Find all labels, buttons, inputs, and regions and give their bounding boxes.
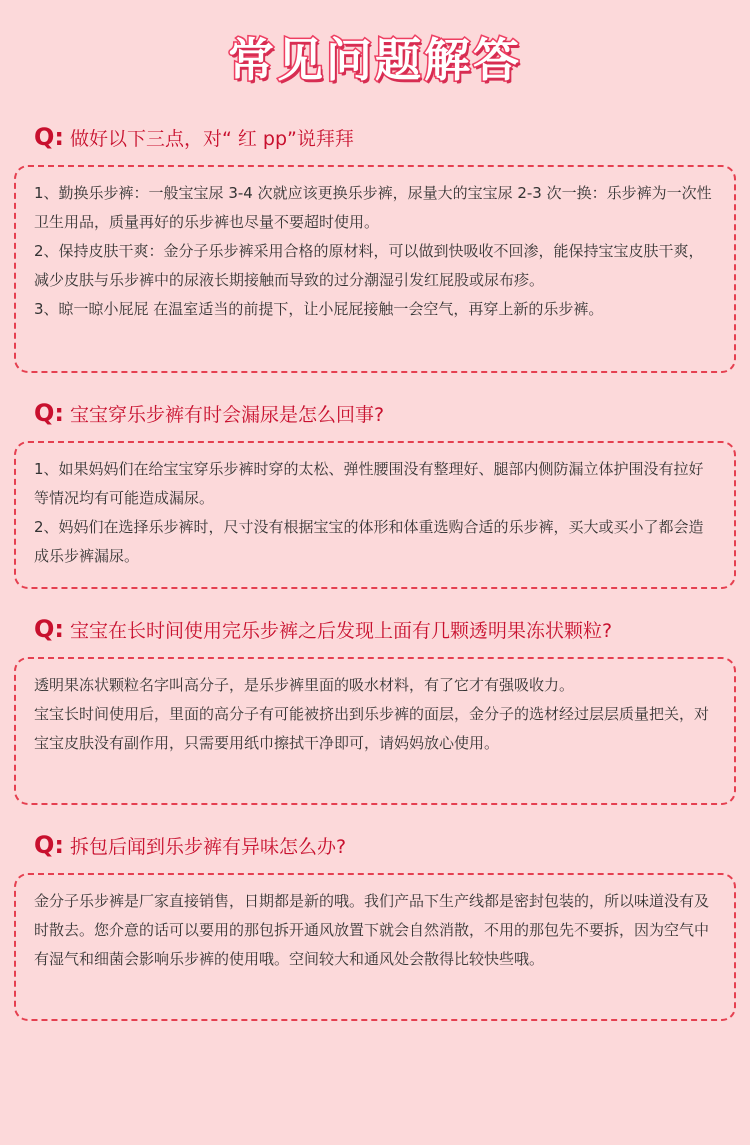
question-text: 做好以下三点，对“ 红 pp”说拜拜 <box>70 127 354 150</box>
answer-box <box>14 873 736 1021</box>
answer-paragraph: 2、保持皮肤干爽：金分子乐步裤采用合格的原材料，可以做到快吸收不回渗，能保持宝宝皮肤干爽，减少皮肤与乐步裤中的尿液长期接触而导致的过分潮湿引发红屁股或尿布疹。 <box>34 242 704 289</box>
answer-box <box>14 657 736 805</box>
faq-question <box>14 609 736 649</box>
answer-paragraph: 2、妈妈们在选择乐步裤时，尺寸没有根据宝宝的体形和体重选购合适的乐步裤，买大或买小了都会造成乐步裤漏尿。 <box>34 518 704 565</box>
faq-question <box>14 825 736 865</box>
answer-paragraph: 金分子乐步裤是厂家直接销售，日期都是新的哦。我们产品下生产线都是密封包装的，所以味道没有及时散去。您介意的话可以要用的那包拆开通风放置下就会自然消散，不用的那包先不要拆，因为空气中有湿气和细菌会影响乐步裤的使用哦。空间较大和通风处会散得比较快些哦。 <box>34 892 710 968</box>
page-title: 常见问题解答 <box>228 33 522 87</box>
answer-paragraph: 1、勤换乐步裤：一般宝宝尿 3-4 次就应该更换乐步裤，尿量大的宝宝尿 2-3 次一换：乐步裤为一次性卫生用品，质量再好的乐步裤也尽量不要超时使用。 <box>34 184 712 231</box>
faq-question <box>14 117 736 157</box>
faq-item <box>14 117 736 373</box>
faq-question <box>14 393 736 433</box>
answer-paragraph: 1、如果妈妈们在给宝宝穿乐步裤时穿的太松、弹性腰围没有整理好、腿部内侧防漏立体护围没有拉好等情况均有可能造成漏尿。 <box>34 460 704 507</box>
faq-item <box>14 609 736 805</box>
answer-box <box>14 165 736 373</box>
q-label: Q: <box>34 123 64 151</box>
question-text: 宝宝穿乐步裤有时会漏尿是怎么回事? <box>70 403 385 426</box>
faq-item <box>14 825 736 1021</box>
question-text: 宝宝在长时间使用完乐步裤之后发现上面有几颗透明果冻状颗粒? <box>70 619 613 642</box>
q-label: Q: <box>34 615 64 643</box>
answer-paragraph: 透明果冻状颗粒名字叫高分子，是乐步裤里面的吸水材料，有了它才有强吸收力。 <box>34 676 575 694</box>
faq-item <box>14 393 736 589</box>
q-label: Q: <box>34 399 64 427</box>
answer-box <box>14 441 736 589</box>
answer-paragraph: 3、晾一晾小屁屁 在温室适当的前提下，让小屁屁接触一会空气，再穿上新的乐步裤。 <box>34 300 604 318</box>
question-text: 拆包后闻到乐步裤有异味怎么办? <box>70 835 347 858</box>
q-label: Q: <box>34 831 64 859</box>
answer-paragraph: 宝宝长时间使用后，里面的高分子有可能被挤出到乐步裤的面层，金分子的选材经过层层质量把关，对宝宝皮肤没有副作用，只需要用纸巾擦拭干净即可，请妈妈放心使用。 <box>34 705 710 752</box>
